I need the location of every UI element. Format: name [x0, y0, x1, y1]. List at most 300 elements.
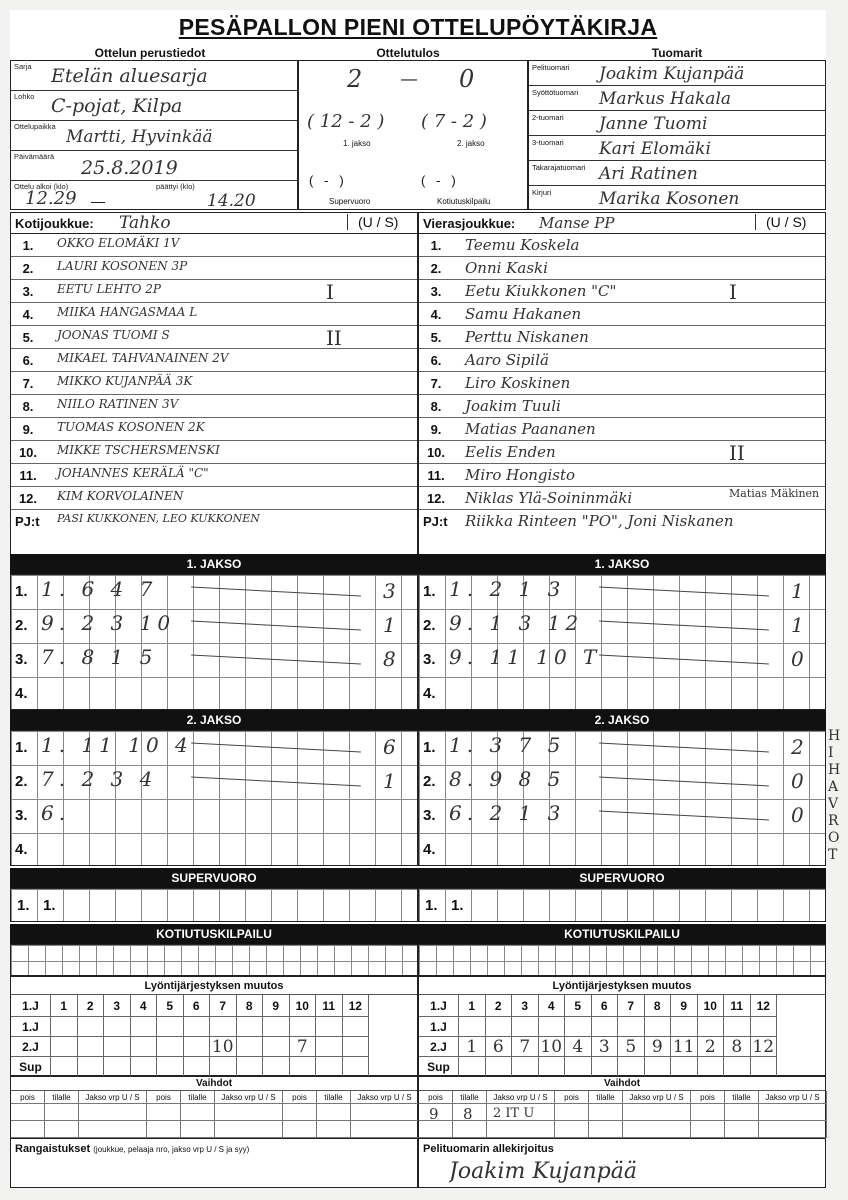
player-name: LAURI KOSONEN 3P: [57, 259, 188, 273]
result-header: Ottelutulos: [376, 46, 440, 60]
substitution-cell: [419, 1121, 453, 1138]
batting-order-cell: [290, 1017, 317, 1037]
player-name: TUOMAS KOSONEN 2K: [57, 420, 205, 434]
home-period2-grid: [10, 730, 418, 866]
batting-sequence: 7. 8 1 5: [41, 645, 158, 669]
player-name: Aaro Sipilä: [465, 351, 549, 369]
substitution-cell: [725, 1121, 759, 1138]
referee-name: Marika Kosonen: [599, 189, 740, 209]
substitution-col: Jakso vrp U / S: [623, 1091, 691, 1104]
batting-sequence: 9. 1 3 12: [449, 611, 584, 635]
batting-order-row-label: Sup: [11, 1057, 51, 1077]
batting-order-cell: 7: [290, 1037, 317, 1057]
batting-order-col: 7: [618, 995, 645, 1017]
referee-name: Ari Ratinen: [599, 164, 698, 184]
substitution-col: tilalle: [453, 1091, 487, 1104]
substitution-cell: [317, 1121, 351, 1138]
batting-sequence: 8. 9 8 5: [449, 767, 566, 791]
player-name: Perttu Niskanen: [465, 328, 589, 346]
inning-row: [11, 575, 417, 609]
away-kotiutus-grid: [418, 944, 826, 976]
batting-order-cell: 5: [618, 1037, 645, 1057]
player-row: [11, 303, 417, 326]
batting-order-cell: [78, 1057, 105, 1077]
substitution-cell: [147, 1121, 181, 1138]
inning-total: 3: [383, 579, 396, 603]
substitution-col: Jakso vrp U / S: [215, 1091, 283, 1104]
batting-order-cell: [459, 1057, 486, 1077]
kotiutus-score: ( - ): [421, 173, 456, 188]
home-team-name: Tahko: [119, 213, 171, 233]
batting-order-col: 11: [724, 995, 751, 1017]
substitutions-title: Vaihdot: [11, 1077, 417, 1091]
player-number: 2.: [430, 261, 442, 276]
batting-order-col: 2: [78, 995, 105, 1017]
batting-order-cell: 11: [671, 1037, 698, 1057]
player-row: [11, 372, 417, 395]
player-name: EETU LEHTO 2P: [57, 282, 162, 296]
batting-order-col: 1: [51, 995, 78, 1017]
strike-line: [191, 587, 361, 597]
batting-sequence: 1. 3 7 5: [449, 733, 566, 757]
coaches-label: PJ:t: [15, 514, 40, 529]
player-number: 7.: [22, 376, 34, 391]
player-row: [419, 234, 825, 257]
substitution-col: tilalle: [725, 1091, 759, 1104]
batting-order-cell: [724, 1017, 751, 1037]
away-us: (U / S): [755, 214, 806, 230]
batting-order-cell: [210, 1017, 237, 1037]
substitution-col: tilalle: [317, 1091, 351, 1104]
strike-line: [191, 655, 361, 665]
basic-info-header: Ottelun perustiedot: [94, 46, 206, 60]
batting-order-cell: [459, 1017, 486, 1037]
player-name: Liro Koskinen: [465, 374, 571, 392]
inning-number: 4.: [421, 685, 445, 702]
player-mark: I: [326, 280, 334, 304]
batting-order-cell: [751, 1057, 778, 1077]
substitution-col: pois: [555, 1091, 589, 1104]
referee-row: [529, 61, 825, 86]
batting-order-row-label: 1.J: [419, 1017, 459, 1037]
batting-order-cell: 10: [210, 1037, 237, 1057]
batting-order-col: 11: [316, 995, 343, 1017]
player-number: 1.: [22, 238, 34, 253]
substitution-cell: [181, 1121, 215, 1138]
substitution-cell: [45, 1104, 79, 1121]
batting-order-cell: [618, 1057, 645, 1077]
referee-name: Joakim Kujanpää: [599, 64, 745, 84]
player-row: [419, 372, 825, 395]
signature-box: Pelituomarin allekirjoitus Joakim Kujanpää: [418, 1138, 826, 1188]
player-mark: II: [729, 441, 745, 465]
batting-order-row-label: 2.J: [11, 1037, 51, 1057]
referee-label: 2-tuomari: [532, 113, 564, 122]
inning-row: [11, 731, 417, 765]
player-number: 5.: [430, 330, 442, 345]
batting-order-col: 1.J: [11, 995, 51, 1017]
inning-row: [419, 677, 825, 711]
sub-in: 8: [463, 1105, 473, 1123]
batting-order-cell: [263, 1037, 290, 1057]
inning-total: 0: [791, 647, 804, 671]
player-number: 3.: [430, 284, 442, 299]
player-name: Miro Hongisto: [465, 466, 576, 484]
home-period1-bar: 1. JAKSO: [10, 554, 418, 574]
player-name: Samu Hakanen: [465, 305, 582, 323]
batting-sequence: 9. 11 10 T: [449, 645, 602, 669]
batting-order-col: 1.J: [419, 995, 459, 1017]
player-number: 12.: [18, 491, 38, 506]
referee-label: Takarajatuomari: [532, 163, 586, 172]
substitution-cell: [79, 1104, 147, 1121]
inning-number: 2.: [13, 773, 37, 790]
referee-row: [529, 161, 825, 186]
strike-line: [191, 777, 361, 787]
batting-order-row-label: Sup: [419, 1057, 459, 1077]
substitution-col: Jakso vrp U / S: [79, 1091, 147, 1104]
substitution-cell: [555, 1104, 589, 1121]
penalties-box: Rangaistukset (joukkue, pelaaja nro, jakso vrp U / S ja syy): [10, 1138, 418, 1188]
substitution-cell: [11, 1104, 45, 1121]
away-period1-bar: 1. JAKSO: [418, 554, 826, 574]
inning-total: 1: [791, 613, 804, 637]
player-number: 9.: [430, 422, 442, 437]
player-row: [419, 395, 825, 418]
player-number: 6.: [430, 353, 442, 368]
batting-order-cell: [237, 1057, 264, 1077]
player-row: [419, 487, 825, 510]
player-name: MIKAEL TAHVANAINEN 2V: [57, 351, 229, 365]
batting-order-cell: [618, 1017, 645, 1037]
coaches-label: PJ:t: [423, 514, 448, 529]
referee-name: Janne Tuomi: [599, 114, 708, 134]
substitution-cell: [79, 1121, 147, 1138]
batting-sequence: 1. 2 1 3: [449, 577, 566, 601]
substitution-col: tilalle: [589, 1091, 623, 1104]
batting-order-cell: [263, 1017, 290, 1037]
inning-row: [419, 799, 825, 833]
batting-order-cell: [671, 1017, 698, 1037]
batting-order-cell: [698, 1057, 725, 1077]
player-row: [419, 280, 825, 303]
batting-order-cell: [343, 1057, 370, 1077]
batting-sequence: 1. 11 10 4: [41, 733, 193, 757]
substitution-cell: [589, 1121, 623, 1138]
date-field: 25.8.2019: [81, 157, 178, 179]
strike-line: [191, 743, 361, 753]
referee-signature: Joakim Kujanpää: [449, 1159, 637, 1184]
player-row: [11, 487, 417, 510]
batting-sequence: 6. 2 1 3: [449, 801, 566, 825]
player-row: [419, 326, 825, 349]
away-period1-grid: [418, 574, 826, 710]
substitution-col: pois: [11, 1091, 45, 1104]
batting-order-col: 3: [512, 995, 539, 1017]
player-number: 9.: [22, 422, 34, 437]
substitution-col: tilalle: [181, 1091, 215, 1104]
batting-order-cell: [237, 1037, 264, 1057]
batting-order-col: 1: [459, 995, 486, 1017]
batting-order-col: 10: [698, 995, 725, 1017]
home-score: 2: [347, 65, 363, 93]
batting-order-cell: [565, 1017, 592, 1037]
batting-order-col: 5: [565, 995, 592, 1017]
home-batting-order: [10, 976, 418, 1076]
referee-label: Syöttötuomari: [532, 88, 579, 97]
substitution-cell: [555, 1121, 589, 1138]
player-name: Niklas Ylä-Soininmäki: [465, 489, 633, 507]
batting-order-col: 12: [343, 995, 370, 1017]
substitution-cell: [215, 1121, 283, 1138]
batting-order-cell: [724, 1057, 751, 1077]
away-team-header: Vierasjoukkue: Manse PP (U / S): [418, 212, 826, 234]
batting-order-col: 3: [104, 995, 131, 1017]
inning-total: 6: [383, 735, 396, 759]
inning-total: 0: [791, 769, 804, 793]
inning-number: 4.: [13, 685, 37, 702]
substitution-col: tilalle: [45, 1091, 79, 1104]
batting-order-col: 9: [671, 995, 698, 1017]
inning-row: [419, 643, 825, 677]
batting-order-cell: [290, 1057, 317, 1077]
substitution-cell: [351, 1104, 419, 1121]
batting-order-cell: [104, 1037, 131, 1057]
away-supervuoro-grid: 1. 1.: [418, 888, 826, 922]
batting-order-cell: [157, 1037, 184, 1057]
substitution-cell: [589, 1104, 623, 1121]
batting-order-cell: [316, 1037, 343, 1057]
substitution-cell: [691, 1104, 725, 1121]
batting-order-cell: [592, 1017, 619, 1037]
player-row: [419, 418, 825, 441]
strike-line: [599, 621, 769, 631]
batting-order-col: 9: [263, 995, 290, 1017]
substitution-cell: [215, 1104, 283, 1121]
substitution-cell: [691, 1121, 725, 1138]
player-name: MIKKO KUJANPÄÄ 3K: [57, 374, 193, 388]
batting-order-cell: [131, 1037, 158, 1057]
player-number: 10.: [18, 445, 38, 460]
batting-order-cell: [51, 1017, 78, 1037]
player-number: 12.: [426, 491, 446, 506]
batting-order-cell: [539, 1057, 566, 1077]
player-number: 8.: [22, 399, 34, 414]
batting-order-cell: [316, 1057, 343, 1077]
substitution-col: Jakso vrp U / S: [351, 1091, 419, 1104]
player-number: 4.: [22, 307, 34, 322]
batting-order-cell: 9: [645, 1037, 672, 1057]
strike-line: [599, 743, 769, 753]
batting-order-cell: [565, 1057, 592, 1077]
player-name: JOONAS TUOMI S: [57, 328, 170, 342]
home-supervuoro-grid: 1. 1.: [10, 888, 418, 922]
inning-total: 1: [383, 613, 396, 637]
inning-number: 4.: [13, 841, 37, 858]
batting-order-col: 4: [539, 995, 566, 1017]
batting-order-cell: 3: [592, 1037, 619, 1057]
player-name: MIIKA HANGASMAA L: [57, 305, 198, 319]
away-kotiutus-bar: KOTIUTUSKILPAILU: [418, 924, 826, 944]
batting-order-cell: [592, 1057, 619, 1077]
substitution-cell: [759, 1121, 827, 1138]
strike-line: [191, 621, 361, 631]
batting-order-col: 12: [751, 995, 778, 1017]
batting-order-col: 6: [592, 995, 619, 1017]
substitution-cell: [351, 1121, 419, 1138]
batting-order-cell: [751, 1017, 778, 1037]
batting-order-cell: [104, 1017, 131, 1037]
strike-line: [599, 777, 769, 787]
batting-order-cell: [104, 1057, 131, 1077]
substitution-col: Jakso vrp U / S: [759, 1091, 827, 1104]
away-team-name: Manse PP: [539, 214, 615, 232]
substitution-cell: [623, 1104, 691, 1121]
inning-row: [11, 833, 417, 867]
batting-sequence: 1. 6 4 7: [41, 577, 158, 601]
substitution-cell: [317, 1104, 351, 1121]
batting-order-title: Lyöntijärjestyksen muutos: [419, 977, 825, 995]
player-row: [11, 349, 417, 372]
batting-order-cell: [645, 1017, 672, 1037]
substitutions-title: Vaihdot: [419, 1077, 825, 1091]
substitution-col: pois: [691, 1091, 725, 1104]
referee-name: Kari Elomäki: [599, 139, 711, 159]
home-period1-grid: [10, 574, 418, 710]
batting-order-cell: [698, 1017, 725, 1037]
strike-line: [599, 655, 769, 665]
batting-order-cell: [131, 1057, 158, 1077]
page-title: PESÄPALLON PIENI OTTELUPÖYTÄKIRJA: [178, 14, 658, 40]
inning-row: [419, 575, 825, 609]
player-row: [419, 257, 825, 280]
batting-sequence: 6.: [41, 801, 71, 825]
sub-period: 2 IT U: [493, 1106, 535, 1121]
batting-order-cell: [343, 1017, 370, 1037]
player-mark: Matias Mäkinen: [729, 487, 820, 500]
inning-number: 2.: [421, 773, 445, 790]
batting-order-cell: 1: [459, 1037, 486, 1057]
player-mark: II: [326, 326, 342, 350]
referee-name: Markus Hakala: [599, 89, 732, 109]
batting-order-cell: [671, 1057, 698, 1077]
side-note: HIHAVROT: [828, 728, 841, 863]
batting-order-cell: 4: [565, 1037, 592, 1057]
inning-number: 3.: [421, 651, 445, 668]
batting-order-cell: [78, 1037, 105, 1057]
basic-info-box: Sarja Etelän aluesarja Lohko C-pojat, Kilpa Ottelupaikka Martti, Hyvinkää Päivämäärä 25.8.2019 Ottelu alkoi (klo) 12.29 — päättyi (klo) 14.20: [10, 60, 298, 210]
inning-number: 4.: [421, 841, 445, 858]
batting-order-cell: [512, 1017, 539, 1037]
player-row: [11, 418, 417, 441]
batting-order-cell: 6: [486, 1037, 513, 1057]
referees-header: Tuomarit: [651, 46, 703, 60]
sub-out: 9: [429, 1105, 439, 1123]
coaches-names: PASI KUKKONEN, LEO KUKKONEN: [57, 512, 260, 525]
batting-order-cell: [539, 1017, 566, 1037]
referee-row: [529, 186, 825, 211]
home-roster: [10, 234, 418, 556]
substitution-cell: [487, 1121, 555, 1138]
batting-order-cell: [78, 1017, 105, 1037]
strike-line: [599, 811, 769, 821]
batting-order-cell: [645, 1057, 672, 1077]
player-row: [419, 441, 825, 464]
player-name: Matias Paananen: [465, 420, 596, 438]
substitution-col: pois: [283, 1091, 317, 1104]
player-name: Onni Kaski: [465, 259, 548, 277]
batting-sequence: 7. 2 3 4: [41, 767, 158, 791]
player-name: MIKKE TSCHERSMENSKI: [57, 443, 220, 457]
inning-row: [419, 765, 825, 799]
batting-order-cell: [51, 1037, 78, 1057]
player-row: [11, 464, 417, 487]
batting-order-cell: [486, 1017, 513, 1037]
batting-order-cell: 8: [724, 1037, 751, 1057]
inning-number: 2.: [13, 617, 37, 634]
home-period2-bar: 2. JAKSO: [10, 710, 418, 730]
player-row: [11, 441, 417, 464]
inning-row: [11, 677, 417, 711]
batting-order-cell: [343, 1037, 370, 1057]
batting-sequence: 9. 2 3 10: [41, 611, 176, 635]
inning-number: 3.: [13, 807, 37, 824]
player-row: [419, 303, 825, 326]
inning-total: 8: [383, 647, 396, 671]
away-period2-bar: 2. JAKSO: [418, 710, 826, 730]
player-number: 5.: [22, 330, 34, 345]
referee-label: Kirjuri: [532, 188, 552, 197]
inning-total: 1: [383, 769, 396, 793]
player-name: OKKO ELOMÄKI 1V: [57, 236, 180, 250]
player-name: Eelis Enden: [465, 443, 556, 461]
player-row: [11, 257, 417, 280]
player-number: 10.: [426, 445, 446, 460]
supervuoro-score: ( - ): [309, 173, 344, 188]
inning-row: [11, 765, 417, 799]
home-substitutions: [10, 1076, 418, 1138]
player-name: Joakim Tuuli: [465, 397, 561, 415]
player-number: 7.: [430, 376, 442, 391]
substitution-col: Jakso vrp U / S: [487, 1091, 555, 1104]
player-name: NIILO RATINEN 3V: [57, 397, 179, 411]
inning-number: 1.: [421, 583, 445, 600]
home-kotiutus-grid: [10, 944, 418, 976]
inning-number: 2.: [421, 617, 445, 634]
batting-order-row-label: 2.J: [419, 1037, 459, 1057]
inning-number: 1.: [421, 739, 445, 756]
scoresheet: [10, 10, 841, 1188]
away-roster: [418, 234, 826, 556]
batting-order-col: 5: [157, 995, 184, 1017]
home-kotiutus-bar: KOTIUTUSKILPAILU: [10, 924, 418, 944]
player-number: 8.: [430, 399, 442, 414]
inning-total: 1: [791, 579, 804, 603]
inning-total: 0: [791, 803, 804, 827]
batting-order-col: 6: [184, 995, 211, 1017]
batting-order-cell: [51, 1057, 78, 1077]
away-batting-order: [418, 976, 826, 1076]
batting-order-cell: 10: [539, 1037, 566, 1057]
referees-box: [528, 60, 826, 210]
substitution-cell: [759, 1104, 827, 1121]
player-name: Teemu Koskela: [465, 236, 580, 254]
referee-row: [529, 111, 825, 136]
batting-order-cell: [486, 1057, 513, 1077]
referee-row: [529, 136, 825, 161]
away-supervuoro-bar: SUPERVUORO: [418, 868, 826, 888]
batting-order-cell: [131, 1017, 158, 1037]
